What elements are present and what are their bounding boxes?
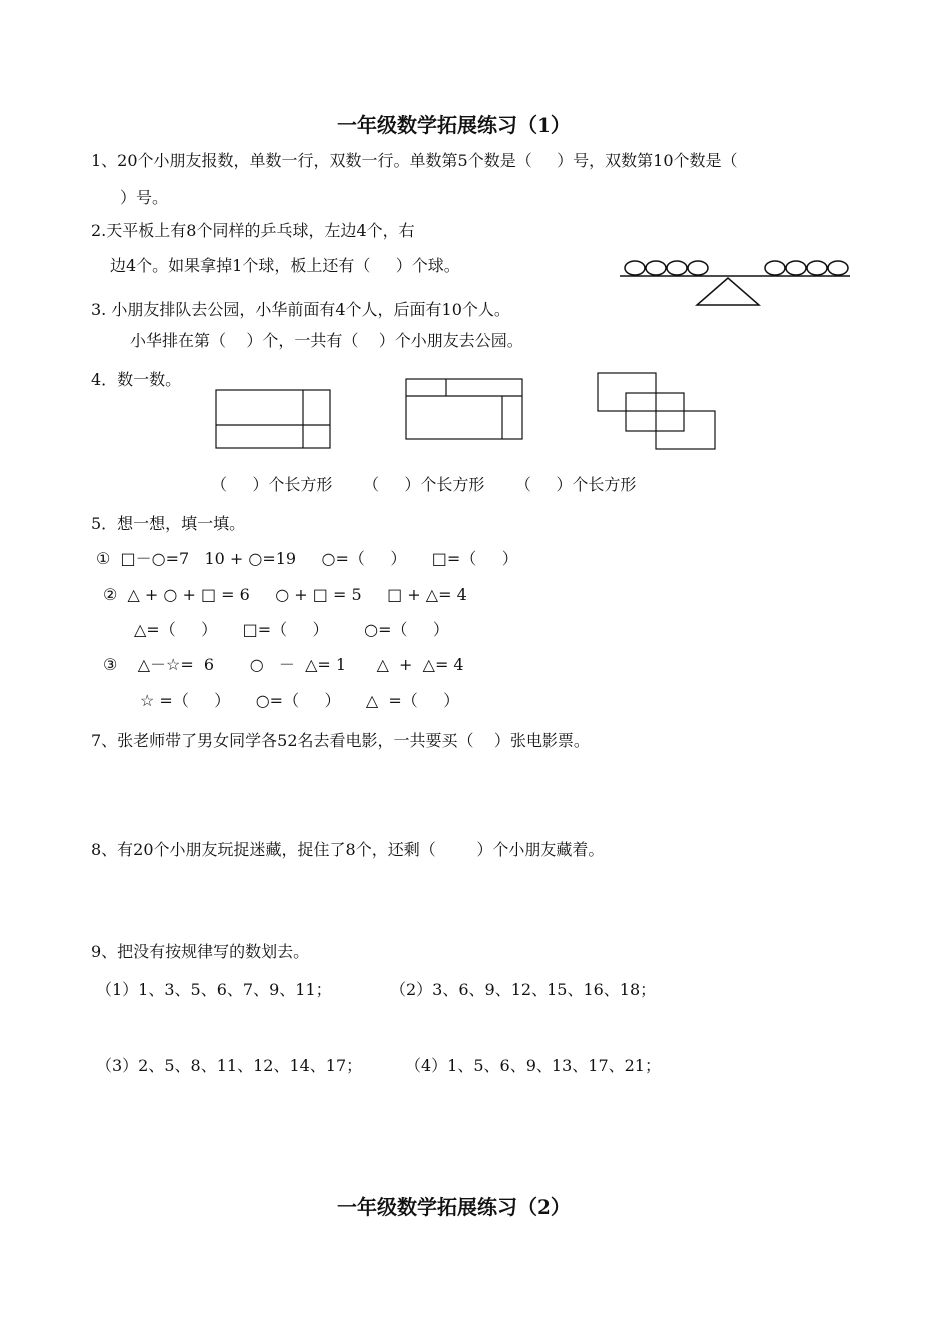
- q4-answers: （ ）个长方形 （ ）个长方形 （ ）个长方形: [211, 475, 637, 494]
- q3-line1: 3. 小朋友排队去公园，小华前面有4个人，后面有10个人。: [91, 300, 510, 319]
- q1-line2: ）号。: [120, 188, 169, 207]
- q5-row3-answers: ☆ =（ ） ○=（ ） △ =（ ）: [140, 691, 460, 710]
- q8: 8、有20个小朋友玩捉迷藏，捉住了8个，还剩（ ）个小朋友藏着。: [91, 840, 605, 859]
- q5-row1: ① □－○=7 10 + ○=19 ○=（ ） □=（ ）: [96, 549, 518, 568]
- q9-item-2: （2）3、6、9、12、15、16、18；: [390, 980, 657, 999]
- page-title-1: 一年级数学拓展练习（1）: [337, 113, 571, 137]
- q9-item-1: （1）1、3、5、6、7、9、11；: [96, 980, 332, 999]
- q7: 7、张老师带了男女同学各52名去看电影，一共要买（ ）张电影票。: [91, 731, 590, 750]
- balance-scale-figure: [615, 255, 855, 310]
- q5-label: 5．想一想，填一填。: [91, 514, 246, 533]
- q2-line1: 2.天平板上有8个同样的乒乓球，左边4个，右: [91, 221, 415, 240]
- q5-row3-equations: ③ △－☆= 6 ○ － △= 1 △ + △= 4: [103, 655, 464, 674]
- q5-row2-equations: ② △ + ○ + □ = 6 ○ + □ = 5 □ + △= 4: [103, 585, 467, 604]
- page-title-2: 一年级数学拓展练习（2）: [337, 1195, 571, 1219]
- q2-line2: 边4个。如果拿掉1个球，板上还有（ ）个球。: [110, 256, 460, 275]
- rectangle-figure-2: [404, 377, 526, 443]
- q3-line2: 小华排在第（ ）个，一共有（ ）个小朋友去公园。: [130, 331, 523, 350]
- rectangle-figure-3: [596, 371, 720, 453]
- q9-item-4: （4）1、5、6、9、13、17、21；: [405, 1056, 661, 1075]
- rectangle-figure-1: [214, 388, 334, 452]
- q1-line1: 1、20个小朋友报数，单数一行，双数一行。单数第5个数是（ ）号，双数第10个数是（: [91, 151, 738, 170]
- q9-label: 9、把没有按规律写的数划去。: [91, 942, 310, 961]
- q4-label: 4．数一数。: [91, 370, 182, 389]
- q5-row2-answers: △=（ ） □=（ ） ○=（ ）: [134, 620, 449, 639]
- q9-item-3: （3）2、5、8、11、12、14、17；: [96, 1056, 363, 1075]
